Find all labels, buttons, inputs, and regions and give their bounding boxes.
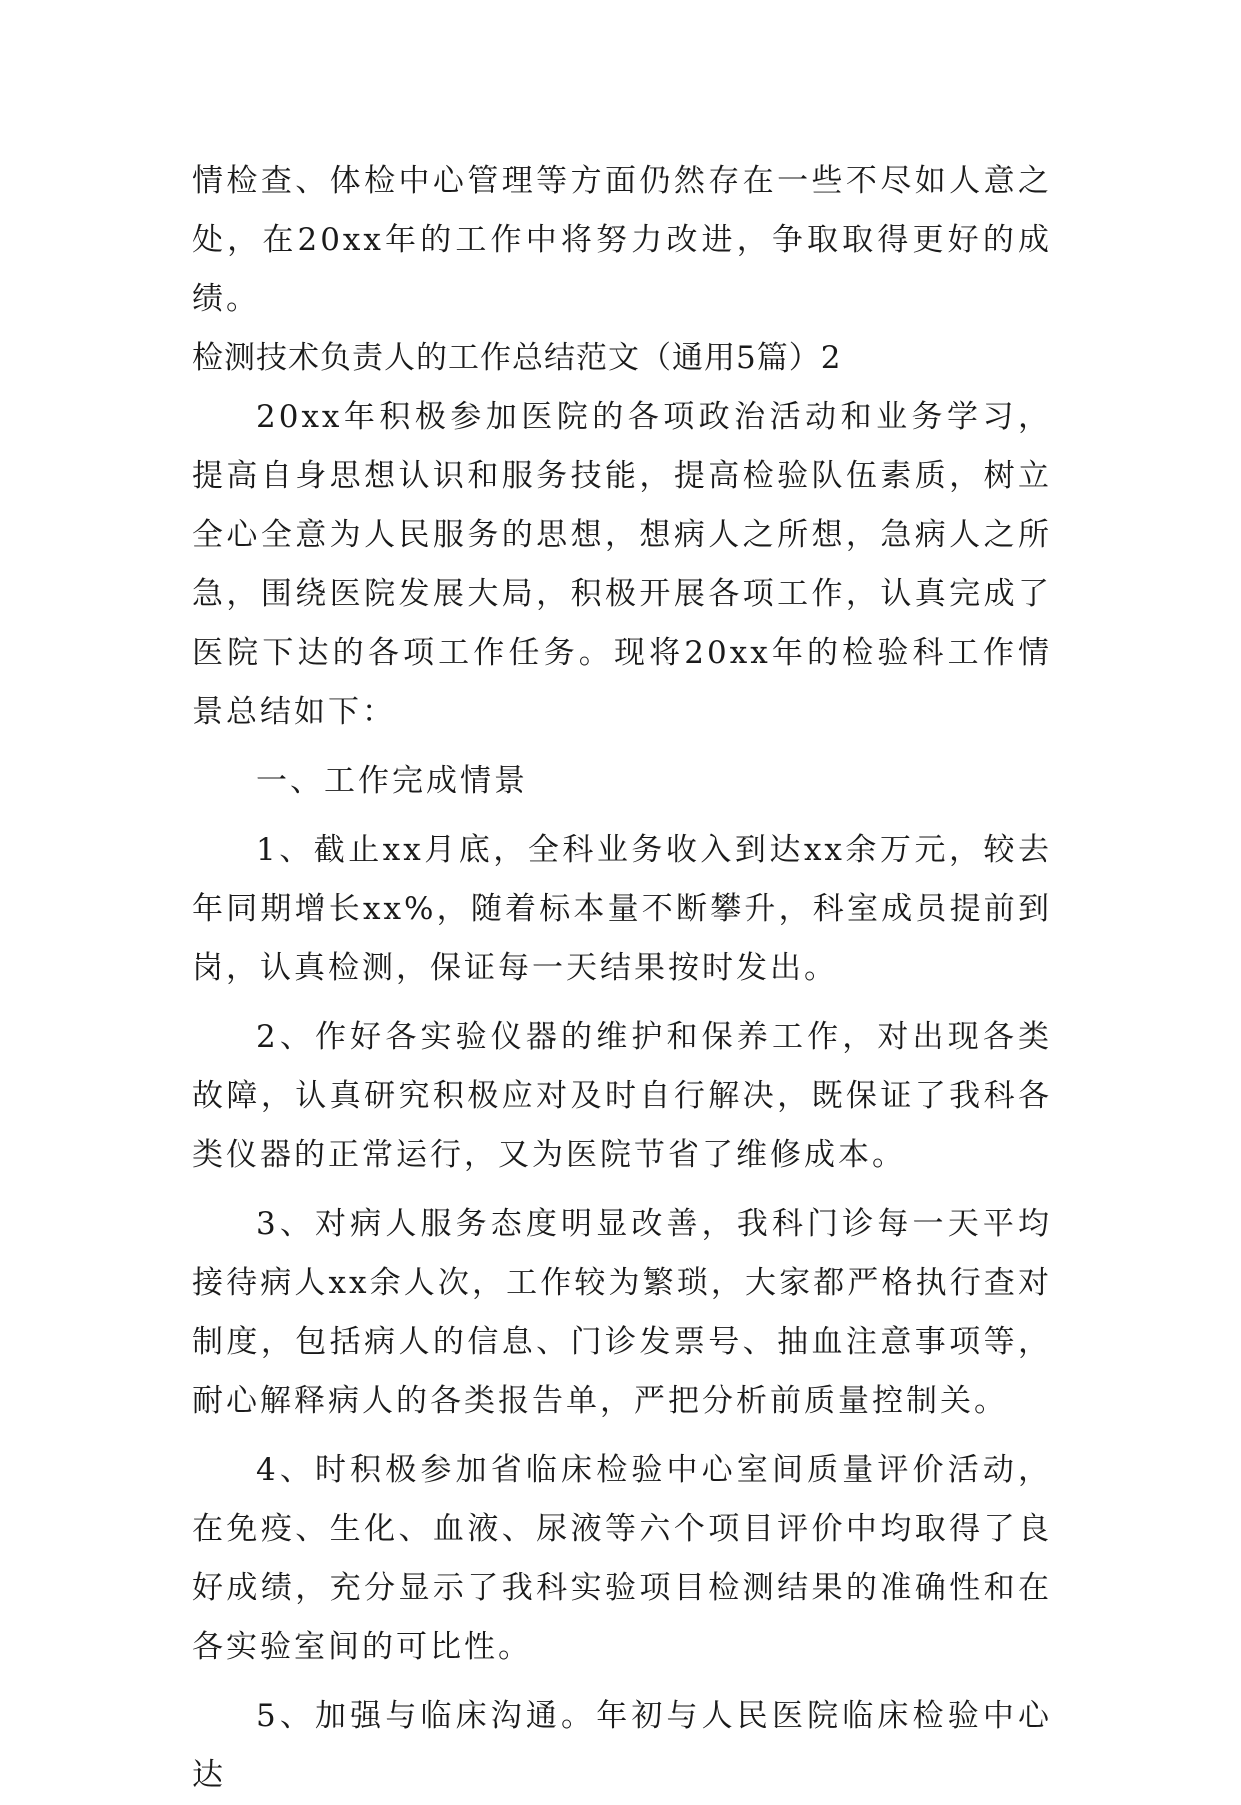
paragraph-item-5: 5、加强与临床沟通。年初与人民医院临床检验中心达 — [192, 1698, 1052, 1793]
paragraph-item-2: 2、作好各实验仪器的维护和保养工作，对出现各类故障，认真研究积极应对及时自行解决，既保证了我科各类仪器的正常运行，又为医院节省了维修成本。 — [192, 1019, 1052, 1173]
paragraph-item-1: 1、截止xx月底，全科业务收入到达xx余万元，较去年同期增长xx%，随着标本量不断攀升，科室成员提前到岗，认真检测，保证每一天结果按时发出。 — [192, 832, 1052, 986]
paragraph-intro: 20xx年积极参加医院的各项政治活动和业务学习，提高自身思想认识和服务技能，提高检验队伍素质，树立全心全意为人民服务的思想，想病人之所想，急病人之所急，围绕医院发展大局，积极开展各项工作，认真完成了医院下达的各项工作任务。现将20xx年的检验科工作情景总结如下： — [192, 399, 1052, 730]
section-title: 检测技术负责人的工作总结范文（通用5篇）2 — [192, 340, 842, 376]
continuation-paragraph: 情检查、体检中心管理等方面仍然存在一些不尽如人意之处，在20xx年的工作中将努力改进，争取取得更好的成绩。 — [192, 163, 1052, 317]
paragraph-heading-work-completion: 一、工作完成情景 — [256, 763, 528, 799]
document-body — [192, 152, 1052, 1805]
paragraph-item-3: 3、对病人服务态度明显改善，我科门诊每一天平均接待病人xx余人次，工作较为繁琐，大家都严格执行查对制度，包括病人的信息、门诊发票号、抽血注意事项等，耐心解释病人的各类报告单，严把分析前质量控制关。 — [192, 1206, 1052, 1419]
paragraph-item-4: 4、时积极参加省临床检验中心室间质量评价活动，在免疫、生化、血液、尿液等六个项目评价中均取得了良好成绩，充分显示了我科实验项目检测结果的准确性和在各实验室间的可比性。 — [192, 1452, 1052, 1665]
